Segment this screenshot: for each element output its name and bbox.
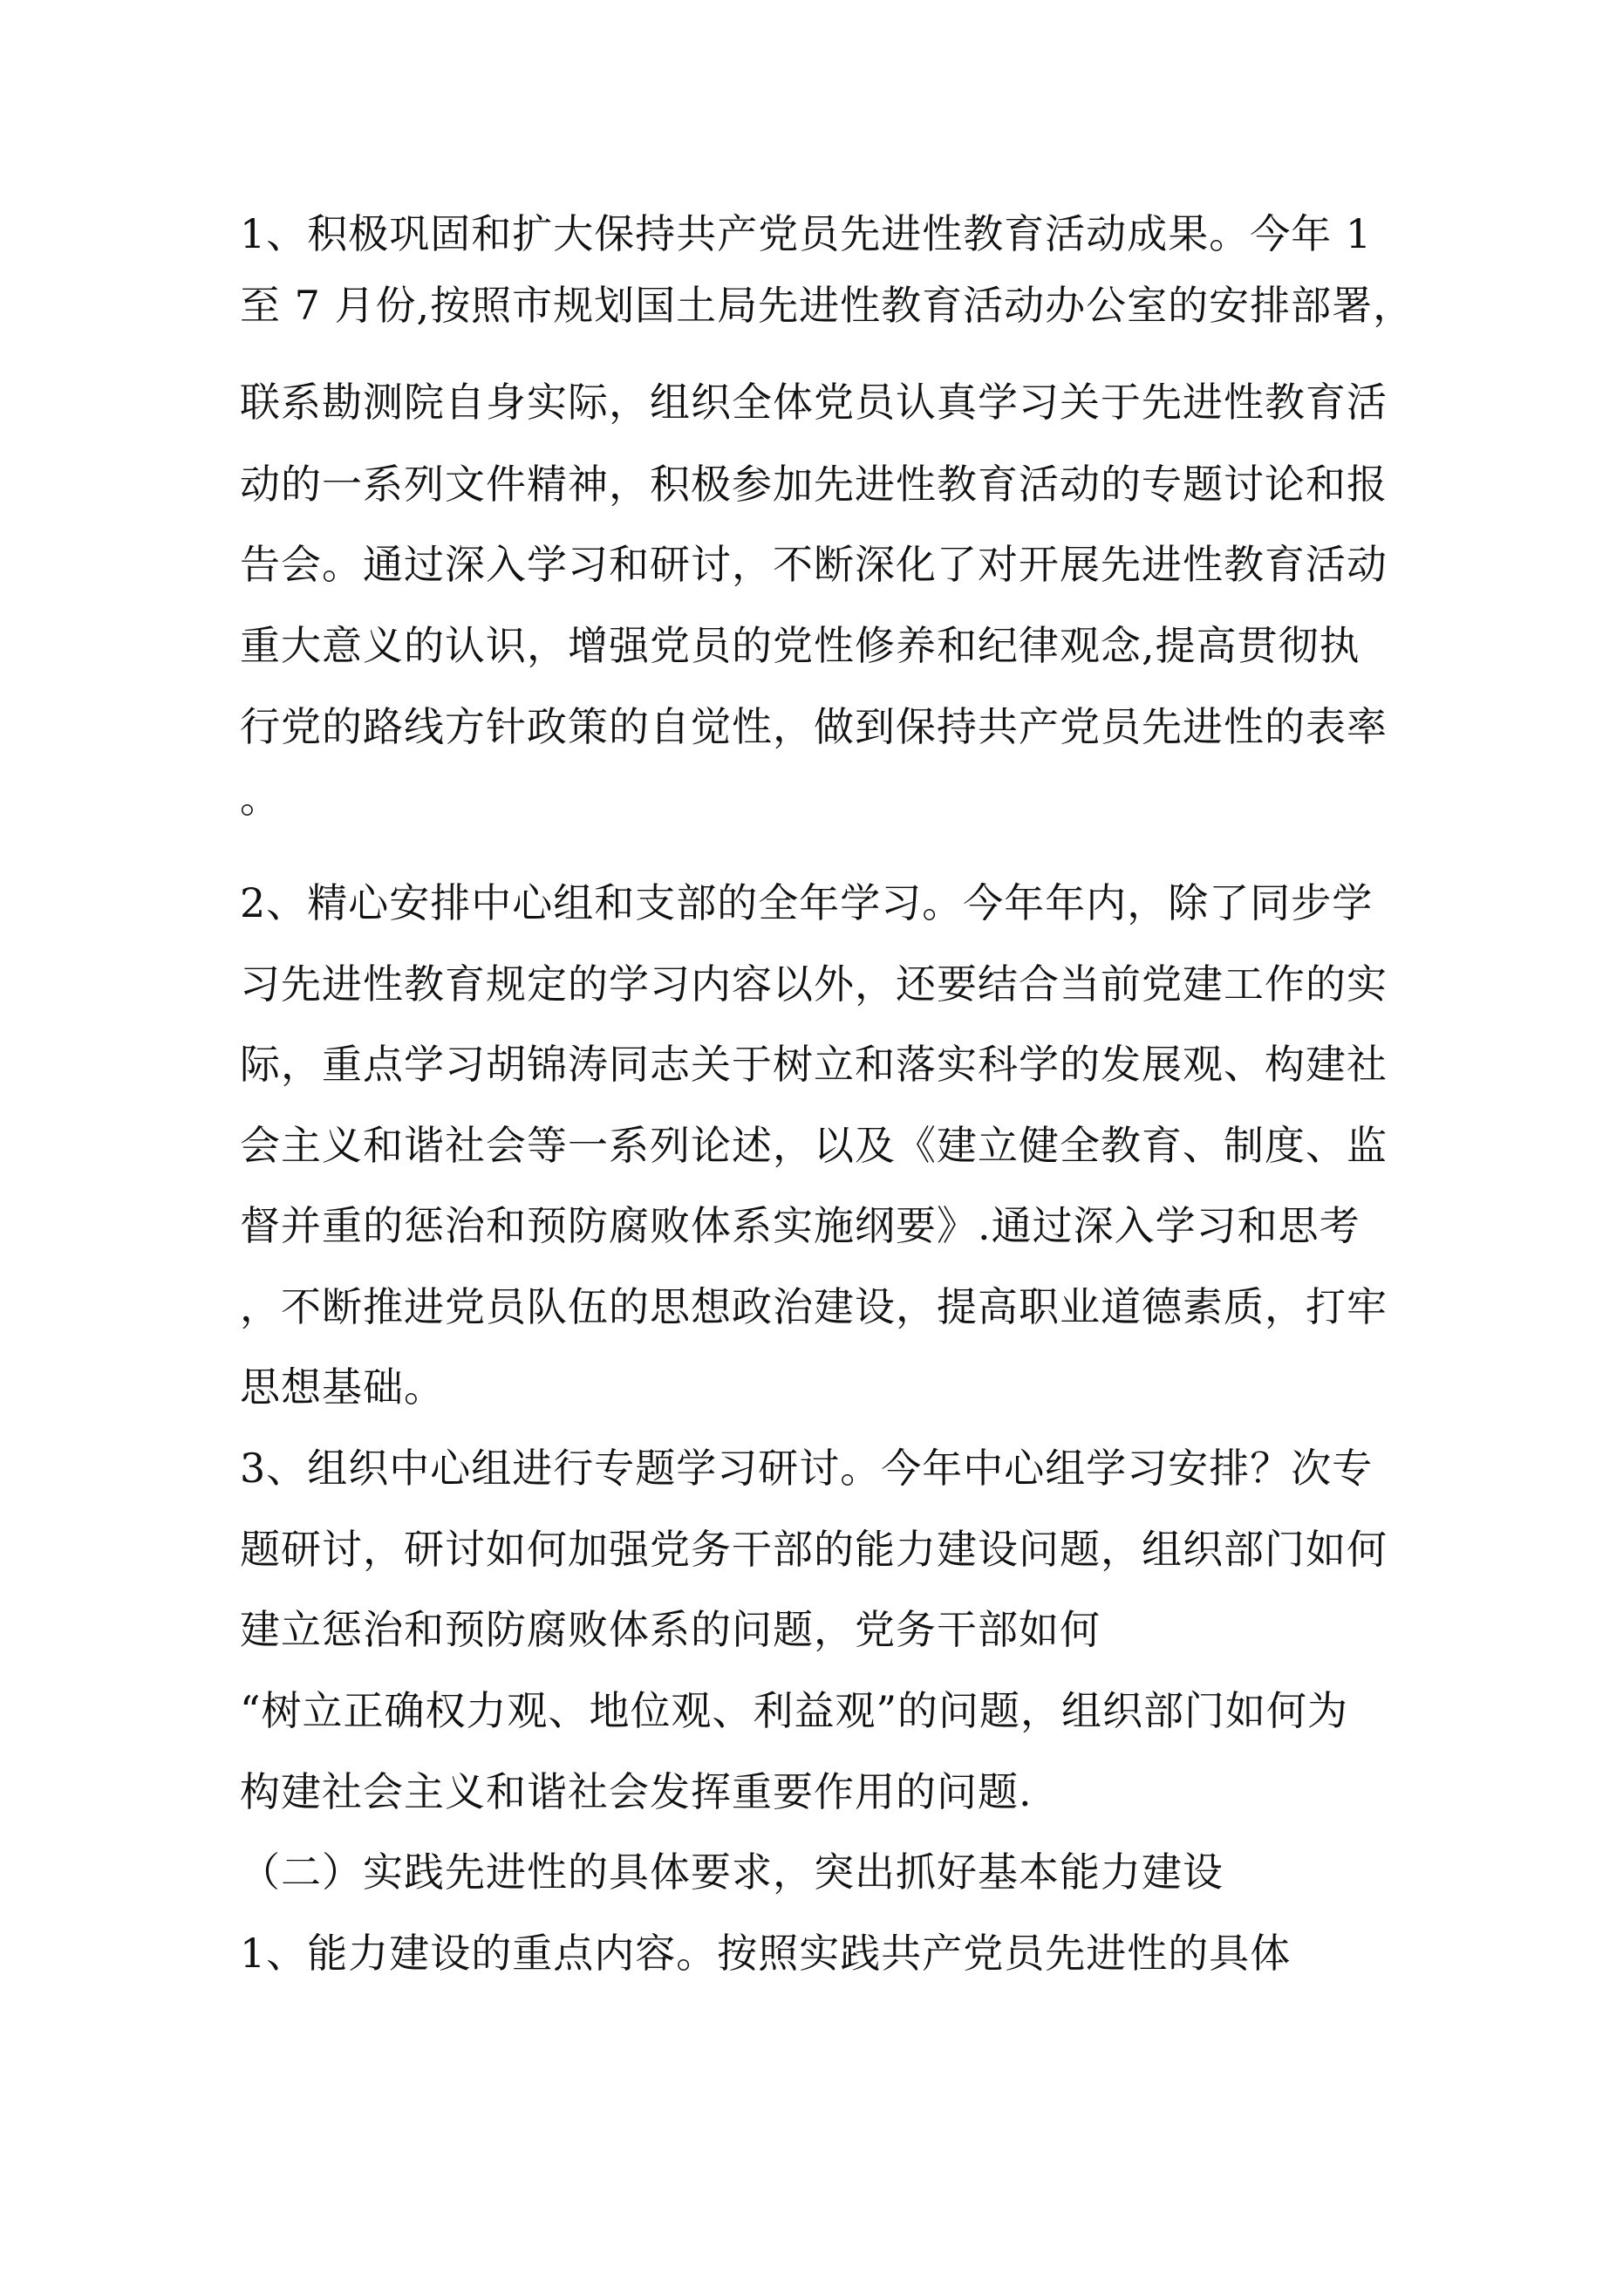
text-line-20: 构建社会主义和谐社会发挥重要作用的问题. bbox=[240, 1768, 1033, 1815]
text-line-7: 行党的路线方针政策的自觉性，做到保持共产党员先进性的表率 bbox=[240, 703, 1388, 750]
text-line-5: 告会。通过深入学习和研讨，不断深化了对开展先进性教育活动 bbox=[240, 541, 1388, 588]
text-line-22: 1、能力建设的重点内容。按照实践共产党员先进性的具体 bbox=[240, 1930, 1292, 1977]
section-heading: （二）实践先进性的具体要求，突出抓好基本能力建设 bbox=[240, 1848, 1224, 1896]
text-line-12: 会主义和谐社会等一系列论述，以及《建立健全教育、制度、监 bbox=[240, 1122, 1388, 1169]
text-line-4: 动的一系列文件精神，积极参加先进性教育活动的专题讨论和报 bbox=[240, 461, 1388, 508]
text-line-18: 建立惩治和预防腐败体系的问题，党务干部如何 bbox=[240, 1606, 1101, 1653]
text-line-14: ，不断推进党员队伍的思想政治建设，提高职业道德素质，打牢 bbox=[240, 1283, 1388, 1330]
text-line-6: 重大意义的认识，增强党员的党性修养和纪律观念,提高贯彻执 bbox=[240, 622, 1360, 669]
text-line-19: “树立正确权力观、地位观、利益观”的问题，组织部门如何为 bbox=[240, 1687, 1349, 1734]
text-line-1: 1、积极巩固和扩大保持共产党员先进性教育活动成果。今年 1 bbox=[240, 210, 1373, 257]
text-line-10: 习先进性教育规定的学习内容以外，还要结合当前党建工作的实 bbox=[240, 960, 1388, 1008]
text-line-17: 题研讨，研讨如何加强党务干部的能力建设问题，组织部门如何 bbox=[240, 1526, 1388, 1573]
text-line-3: 联系勘测院自身实际，组织全体党员认真学习关于先进性教育活 bbox=[240, 379, 1388, 426]
text-line-9: 2、精心安排中心组和支部的全年学习。今年年内，除了同步学 bbox=[240, 879, 1374, 926]
text-line-13: 督并重的惩治和预防腐败体系实施纲要》.通过深入学习和思考 bbox=[240, 1202, 1360, 1249]
text-line-8: 。 bbox=[240, 775, 281, 822]
text-line-2: 至 7 月份,按照市规划国土局先进性教育活动办公室的安排部署， bbox=[240, 282, 1415, 329]
text-line-11: 际，重点学习胡锦涛同志关于树立和落实科学的发展观、构建社 bbox=[240, 1041, 1388, 1088]
text-line-15: 思想基础。 bbox=[240, 1363, 445, 1411]
text-line-16: 3、组织中心组进行专题学习研讨。今年中心组学习安排？次专 bbox=[240, 1445, 1374, 1492]
